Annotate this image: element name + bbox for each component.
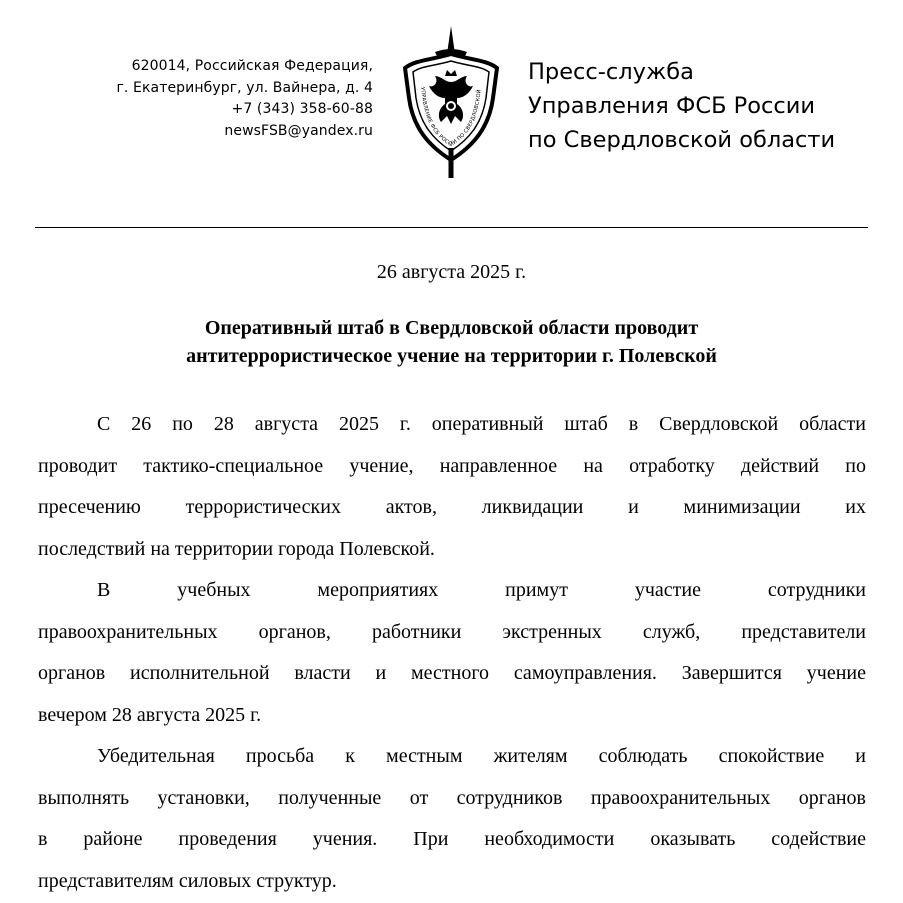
paragraph-2 bbox=[38, 570, 866, 736]
contact-address-block bbox=[40, 56, 373, 142]
press-title-line: Управления ФСБ России bbox=[528, 93, 815, 119]
text-line: пресечению террористических актов, ликвидации и минимизации их bbox=[38, 496, 866, 518]
text-line: в районе проведения учения. При необходимости оказывать содействие bbox=[38, 828, 866, 850]
text-line: органов исполнительной власти и местного самоуправления. Завершится учение bbox=[38, 662, 866, 684]
document-title bbox=[35, 314, 868, 370]
title-line: антитеррористическое учение на территории г. Полевской bbox=[186, 345, 717, 367]
email-address: newsFSB@yandex.ru bbox=[224, 122, 373, 139]
document-date: 26 августа 2025 г. bbox=[376, 261, 527, 283]
title-line: Оперативный штаб в Свердловской области проводит bbox=[204, 317, 699, 339]
paragraph-1 bbox=[38, 404, 866, 570]
text-line: вечером 28 августа 2025 г. bbox=[38, 703, 262, 726]
fsb-emblem-icon bbox=[401, 24, 501, 184]
press-title-line: по Свердловской области bbox=[528, 127, 836, 153]
text-line: представителям силовых структур. bbox=[38, 869, 337, 892]
header-divider bbox=[35, 227, 868, 228]
text-line: проводит тактико-специальное учение, направленное на отработку действий по bbox=[38, 454, 866, 477]
document-body bbox=[38, 404, 866, 902]
address-line: 620014, Российская Федерация, bbox=[131, 58, 373, 74]
text-line: последствий на территории города Полевской. bbox=[38, 537, 435, 560]
paragraph-3 bbox=[38, 736, 866, 902]
address-line: г. Екатеринбург, ул. Вайнера, д. 4 bbox=[116, 79, 373, 96]
text-line: выполнять установки, полученные от сотрудников правоохранительных органов bbox=[38, 786, 866, 809]
text-line: С 26 по 28 августа 2025 г. оперативный штаб в Свердловской области bbox=[97, 413, 866, 435]
letterhead bbox=[0, 0, 903, 228]
text-line: правоохранительных органов, работники экстренных служб, представители bbox=[38, 620, 866, 643]
svg-text:УПРАВЛЕНИЕ ФСБ РОССИИ ПО СВЕРД: УПРАВЛЕНИЕ ФСБ РОССИИ ПО СВЕРДЛОВСКОЙ bbox=[419, 86, 483, 148]
press-title-line: Пресс-служба bbox=[528, 59, 694, 85]
press-service-title bbox=[528, 55, 835, 157]
text-line: Убедительная просьба к местным жителям соблюдать спокойствие и bbox=[97, 745, 866, 767]
text-line: В учебных мероприятиях примут участие сотрудники bbox=[97, 579, 866, 601]
phone-number: +7 (343) 358-60-88 bbox=[231, 101, 373, 117]
